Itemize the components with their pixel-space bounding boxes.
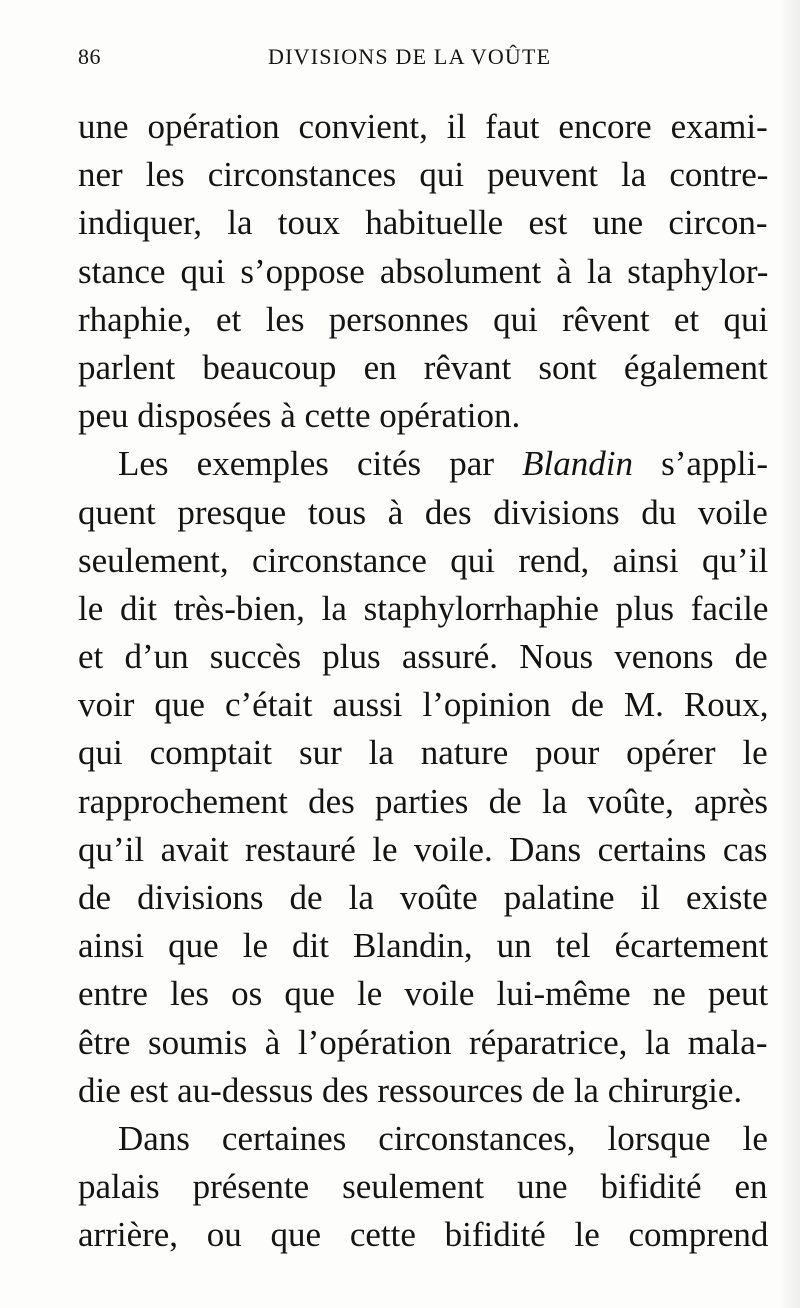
text-line: ner les circonstances qui peuvent la contre- bbox=[78, 155, 769, 195]
paragraph-end-line: peu disposées à cette opération. bbox=[78, 396, 521, 436]
page-number: 86 bbox=[78, 44, 101, 69]
text-line: arrière, ou que cette bifidité le comprend bbox=[78, 1215, 769, 1255]
italic-name: Blandin bbox=[522, 444, 633, 484]
text-line: une opération convient, il faut encore exami- bbox=[78, 107, 768, 146]
page-header bbox=[78, 44, 768, 80]
text-line: seulement, circonstance qui rend, ainsi qu’il bbox=[78, 540, 769, 580]
paragraph-end-line: die est au-dessus des ressources de la chirurgie. bbox=[78, 1070, 743, 1110]
text-line: parlent beaucoup en rêvant sont également bbox=[78, 347, 768, 387]
text-line: de divisions de la voûte palatine il existe bbox=[78, 878, 768, 917]
running-head: DIVISIONS DE LA VOÛTE bbox=[268, 44, 552, 69]
text-line: voir que c’était aussi l’opinion de M. Roux, bbox=[78, 685, 769, 725]
text-line: indiquer, la toux habituelle est une circon- bbox=[78, 203, 768, 243]
text-line: rapprochement des parties de la voûte, après bbox=[78, 781, 768, 821]
text-line: et d’un succès plus assuré. Nous venons de bbox=[78, 637, 768, 677]
text-line: ainsi que le dit Blandin, un tel écartement bbox=[78, 926, 769, 966]
text-line: qu’il avait restauré le voile. Dans certains cas bbox=[78, 829, 768, 869]
paragraph-start-line: Les exemples cités par Blandin s’appli- bbox=[118, 444, 769, 484]
body-text bbox=[78, 103, 768, 1260]
paragraph-start-line: Dans certaines circonstances, lorsque le bbox=[118, 1118, 768, 1158]
text-line: être soumis à l’opération réparatrice, la mala- bbox=[78, 1022, 768, 1062]
text-line: le dit très-bien, la staphylorrhaphie plus facile bbox=[78, 588, 769, 628]
text-line: palais présente seulement une bifidité en bbox=[78, 1167, 768, 1207]
text-line: stance qui s’oppose absolument à la staphylor- bbox=[78, 251, 769, 291]
text-line: entre les os que le voile lui-même ne peut bbox=[78, 974, 769, 1014]
text-line: quent presque tous à des divisions du voile bbox=[78, 492, 768, 532]
text-line: rhaphie, et les personnes qui rêvent et qui bbox=[78, 299, 769, 339]
text-line: qui comptait sur la nature pour opérer le bbox=[78, 733, 768, 773]
